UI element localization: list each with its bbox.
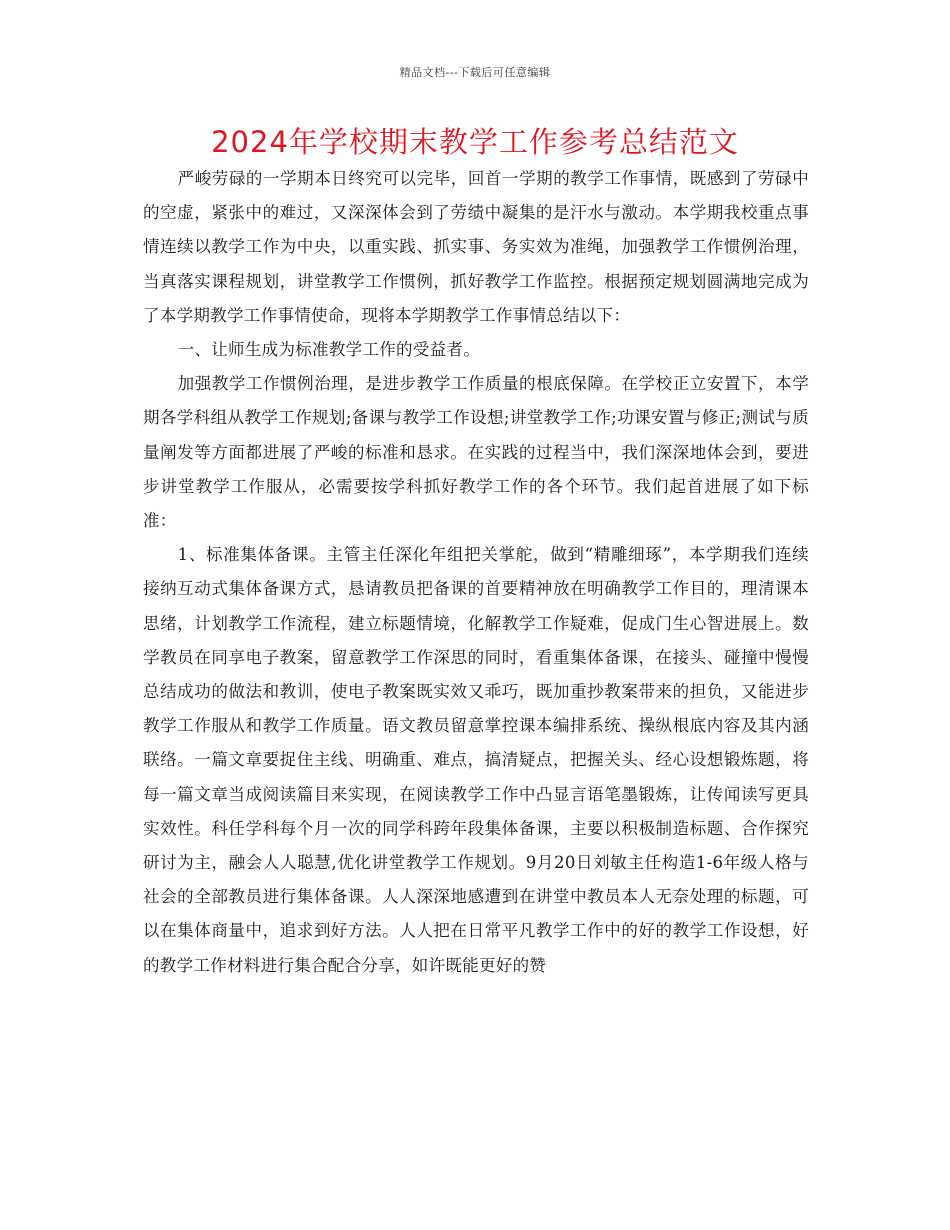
- section-heading-1: 一、让师生成为标准教学工作的受益者。: [177, 340, 481, 360]
- paragraph-intro: 严峻劳碌的一学期本日终究可以完毕，回首一学期的教学工作事情，既感到了劳碌中的空虚，紧张中的难过，又深深体会到了劳绩中凝集的是汗水与激动。本学期我校重点事情连续以教学工作为中央，以重实践、抓实事、务实效为准绳，加强教学工作惯例治理，当真落实课程规划，讲堂教学工作惯例，抓好教学工作监控。根据预定规划圆满地完成为了本学期教学工作事情使命，现将本学期教学工作事情总结以下：: [143, 169, 809, 325]
- paragraph-collective-lesson-prep: 1、标准集体备课。主管主任深化年组把关掌舵，做到“精雕细琢”，本学期我们连续接纳互动式集体备课方式，恳请教员把备课的首要精神放在明确教学工作目的，理清课本思绪，计划教学工作流程，建立标题情境，化解教学工作疑难，促成门生心智进展上。数学教员在同享电子教案，留意教学工作深思的同时，看重集体备课，在接头、碰撞中慢慢总结成功的做法和教训，使电子教案既实效又乖巧，既加重抄教案带来的担负，又能进步教学工作服从和教学工作质量。语文教员留意掌控课本编排系统、操纵根底内容及其内涵联络。一篇文章要捉住主线、明确重、难点，搞清疑点，把握关头、经心设想锻炼题，将每一篇文章当成阅读篇目来实现，在阅读教学工作中凸显言语笔墨锻炼，让传闻读写更具实效性。科任学科每个月一次的同学科跨年段集体备课，主要以积极制造标题、合作探究研讨为主，融会人人聪慧,优化讲堂教学工作规划。9月20日刘敏主任构造1-6年级人格与社会的全部教员进行集体备课。人人深深地感遭到在讲堂中教员本人无奈处理的标题，可以在集体商量中，追求到好方法。人人把在日常平凡教学工作中的好的教学工作设想，好的教学工作材料进行集合配合分享，如许既能更好的赞: [143, 545, 809, 975]
- paragraph-routine-management: 加强教学工作惯例治理，是进步教学工作质量的根底保障。在学校正立安置下，本学期各学科组从教学工作规划;备课与教学工作设想;讲堂教学工作;功课安置与修正;测试与质量阐发等方面都进展了严峻的标准和恳求。在实践的过程当中，我们深深地体会到，要进步讲堂教学工作服从，必需要按学科抓好教学工作的各个环节。我们起首进展了如下标准：: [143, 374, 809, 531]
- header-note: 精品文档---下载后可任意编辑: [399, 66, 551, 79]
- document-body: [143, 162, 809, 983]
- page-title: 2024年学校期末教学工作参考总结范文: [211, 125, 739, 159]
